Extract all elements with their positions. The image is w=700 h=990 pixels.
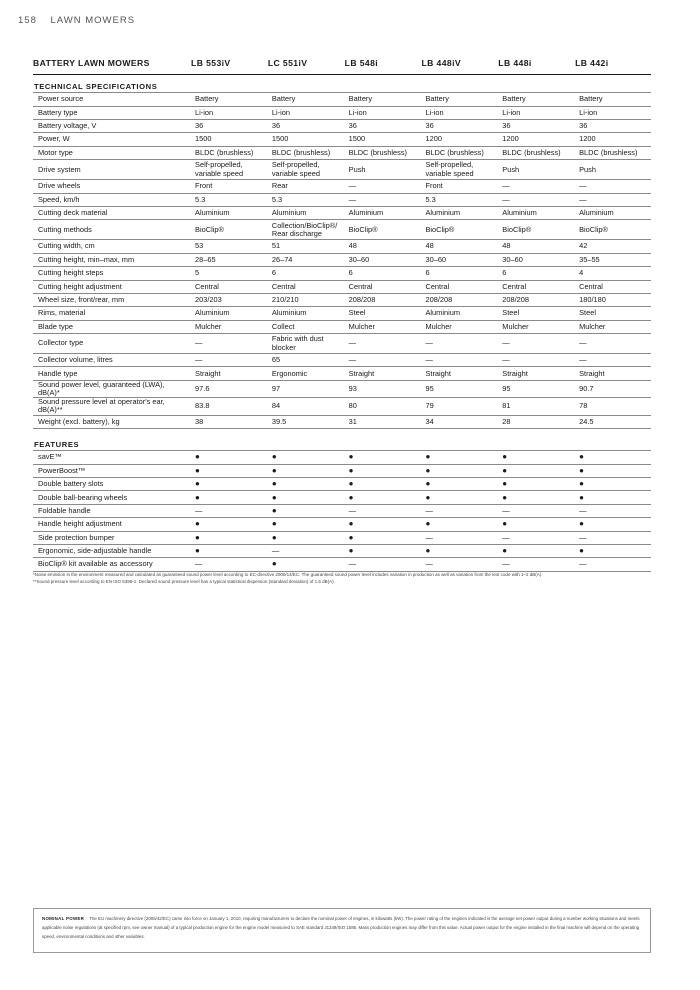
table-cell: Push (497, 160, 574, 180)
table-cell: Aluminium (190, 206, 267, 219)
feature-dot-icon: ● (574, 478, 651, 491)
table-cell: — (497, 180, 574, 193)
row-label: Wheel size, front/rear, mm (33, 293, 190, 306)
table-cell: — (344, 558, 421, 571)
table-cell: 36 (344, 119, 421, 132)
footnotes (33, 571, 651, 585)
row-label: Cutting height adjustment (33, 280, 190, 293)
row-label: Double ball-bearing wheels (33, 491, 190, 504)
table-row (33, 253, 651, 266)
table-cell: Mulcher (497, 320, 574, 333)
table-row (33, 119, 651, 132)
row-label: Cutting height steps (33, 267, 190, 280)
table-cell: 36 (574, 119, 651, 132)
table-cell: Battery (344, 93, 421, 106)
table-row (33, 93, 651, 106)
table-cell: Battery (267, 93, 344, 106)
table-cell: 36 (190, 119, 267, 132)
feature-dot-icon: ● (344, 531, 421, 544)
table-cell: Li-ion (497, 106, 574, 119)
table-cell: Straight (190, 367, 267, 380)
table-row (33, 531, 651, 544)
row-label: Collector volume, litres (33, 354, 190, 367)
feature-dot-icon: ● (190, 544, 267, 557)
table-cell: 208/208 (344, 293, 421, 306)
section-title: FEATURES (33, 429, 651, 451)
feature-dot-icon: ● (420, 478, 497, 491)
feature-dot-icon: ● (497, 464, 574, 477)
row-label: Motor type (33, 146, 190, 159)
page-number: 158 (18, 15, 37, 26)
table-cell: Straight (574, 367, 651, 380)
info-box-text: The EU machinery directive (2006/42/EC) came into force on January 1, 2010, requiring manufacturers to declare the nominal power of engines, in kilowatts (kW). The power rating of the engines indicated is the average net power output during a number working situations and meets applicable noise regulations (at specified rpm, see owner manual) of a typical production engine for the engine model measured to SAE standard J1349/ISO 1585. Mass production engines may differ from this value. Actual power output for the engine installed in the final machine will depend on the operating speed, environmental conditions and other variables. (42, 916, 640, 939)
table-cell: 24.5 (574, 415, 651, 428)
table-row (33, 504, 651, 517)
table-cell: 48 (344, 240, 421, 253)
table-cell: — (190, 558, 267, 571)
table-row (33, 478, 651, 491)
table-cell: Mulcher (190, 320, 267, 333)
table-cell: 6 (344, 267, 421, 280)
feature-dot-icon: ● (190, 478, 267, 491)
feature-dot-icon: ● (497, 518, 574, 531)
table-cell: 180/180 (574, 293, 651, 306)
table-row (33, 133, 651, 146)
table-cell: 5.3 (420, 193, 497, 206)
table-row (33, 240, 651, 253)
table-cell: 79 (420, 398, 497, 415)
table-row (33, 451, 651, 464)
table-cell: 210/210 (267, 293, 344, 306)
table-cell: Aluminium (497, 206, 574, 219)
table-row (33, 464, 651, 477)
table-cell: Push (344, 160, 421, 180)
table-cell: 53 (190, 240, 267, 253)
table-cell: 203/203 (190, 293, 267, 306)
spec-table (33, 56, 651, 572)
table-row (33, 334, 651, 354)
feature-dot-icon: ● (497, 478, 574, 491)
table-cell: — (344, 354, 421, 367)
model-header: LB 553iV (190, 56, 267, 75)
table-cell: Front (190, 180, 267, 193)
table-cell: 97 (267, 380, 344, 397)
table-cell: — (344, 193, 421, 206)
table-cell: 28 (497, 415, 574, 428)
table-cell: BLDC (brushless) (574, 146, 651, 159)
row-label: BioClip® kit available as accessory (33, 558, 190, 571)
row-label: Rims, material (33, 307, 190, 320)
feature-dot-icon: ● (497, 451, 574, 464)
table-cell: Central (344, 280, 421, 293)
page-header (18, 15, 135, 26)
row-label: Drive wheels (33, 180, 190, 193)
table-cell: — (574, 334, 651, 354)
row-label: Drive system (33, 160, 190, 180)
table-cell: 36 (267, 119, 344, 132)
table-cell: Aluminium (574, 206, 651, 219)
table-cell: Central (420, 280, 497, 293)
feature-dot-icon: ● (574, 464, 651, 477)
table-cell: — (574, 180, 651, 193)
table-cell: — (497, 193, 574, 206)
table-cell: — (574, 558, 651, 571)
feature-dot-icon: ● (574, 518, 651, 531)
table-row (33, 293, 651, 306)
feature-dot-icon: ● (190, 451, 267, 464)
table-cell: Central (190, 280, 267, 293)
table-cell: 26–74 (267, 253, 344, 266)
table-row (33, 398, 651, 415)
table-cell: 93 (344, 380, 421, 397)
table-cell: 97.6 (190, 380, 267, 397)
row-label: Cutting deck material (33, 206, 190, 219)
table-cell: Li-ion (190, 106, 267, 119)
table-cell: Li-ion (267, 106, 344, 119)
table-cell: — (344, 334, 421, 354)
feature-dot-icon: ● (344, 478, 421, 491)
table-cell: 5.3 (267, 193, 344, 206)
table-cell: 5 (190, 267, 267, 280)
table-cell: Battery (497, 93, 574, 106)
row-label: Handle height adjustment (33, 518, 190, 531)
info-box-title: NOMINAL POWER (42, 916, 85, 921)
row-label: savE™ (33, 451, 190, 464)
table-cell: BioClip® (344, 220, 421, 240)
table-cell: Collect (267, 320, 344, 333)
table-cell: — (497, 354, 574, 367)
table-row (33, 354, 651, 367)
table-cell: 1500 (344, 133, 421, 146)
table-cell: Fabric with dust blocker (267, 334, 344, 354)
table-cell: — (420, 558, 497, 571)
feature-dot-icon: ● (574, 491, 651, 504)
table-cell: — (420, 504, 497, 517)
table-cell: Ergonomic (267, 367, 344, 380)
table-cell: 95 (420, 380, 497, 397)
feature-dot-icon: ● (420, 518, 497, 531)
table-cell: 36 (420, 119, 497, 132)
table-cell: — (267, 544, 344, 557)
table-cell: Self-propelled, variable speed (267, 160, 344, 180)
table-cell: 48 (497, 240, 574, 253)
table-cell: 1200 (574, 133, 651, 146)
row-label: Battery voltage, V (33, 119, 190, 132)
feature-dot-icon: ● (574, 544, 651, 557)
feature-dot-icon: ● (267, 464, 344, 477)
table-cell: Battery (190, 93, 267, 106)
table-cell: Aluminium (344, 206, 421, 219)
table-cell: Straight (497, 367, 574, 380)
table-cell: — (497, 334, 574, 354)
table-cell: 6 (267, 267, 344, 280)
table-cell: 5.3 (190, 193, 267, 206)
table-cell: 38 (190, 415, 267, 428)
table-cell: Mulcher (420, 320, 497, 333)
table-cell: 30–60 (344, 253, 421, 266)
table-row (33, 380, 651, 397)
model-header: LB 448iV (420, 56, 497, 75)
model-header: LB 448i (497, 56, 574, 75)
table-cell: Li-ion (344, 106, 421, 119)
table-row (33, 280, 651, 293)
table-cell: Li-ion (420, 106, 497, 119)
table-header-row (33, 56, 651, 75)
table-cell: 81 (497, 398, 574, 415)
table-cell: 95 (497, 380, 574, 397)
model-header: LB 442i (574, 56, 651, 75)
feature-dot-icon: ● (344, 544, 421, 557)
table-body (33, 75, 651, 572)
table-cell: — (344, 180, 421, 193)
table-cell: 84 (267, 398, 344, 415)
table-row (33, 267, 651, 280)
table-cell: 208/208 (497, 293, 574, 306)
table-row (33, 146, 651, 159)
table-row (33, 180, 651, 193)
feature-dot-icon: ● (190, 464, 267, 477)
table-cell: BioClip® (497, 220, 574, 240)
feature-dot-icon: ● (497, 544, 574, 557)
table-cell: — (574, 504, 651, 517)
table-cell: BioClip® (574, 220, 651, 240)
table-cell: Central (574, 280, 651, 293)
table-cell: 36 (497, 119, 574, 132)
table-cell: 1200 (497, 133, 574, 146)
row-label: Cutting width, cm (33, 240, 190, 253)
table-cell: 90.7 (574, 380, 651, 397)
table-cell: Steel (344, 307, 421, 320)
section-title: TECHNICAL SPECIFICATIONS (33, 75, 651, 93)
table-cell: Mulcher (574, 320, 651, 333)
feature-dot-icon: ● (420, 451, 497, 464)
feature-dot-icon: ● (420, 491, 497, 504)
feature-dot-icon: ● (190, 531, 267, 544)
feature-dot-icon: ● (267, 531, 344, 544)
table-cell: — (497, 504, 574, 517)
table-row (33, 220, 651, 240)
table-row (33, 415, 651, 428)
row-label: Sound pressure level at operator's ear, dB(A)** (33, 398, 190, 415)
table-cell: Aluminium (420, 206, 497, 219)
table-cell: — (420, 334, 497, 354)
table-cell: Self-propelled, variable speed (190, 160, 267, 180)
table-cell: 6 (420, 267, 497, 280)
table-cell: — (420, 354, 497, 367)
table-row (33, 307, 651, 320)
feature-dot-icon: ● (190, 518, 267, 531)
table-cell: Central (267, 280, 344, 293)
table-cell: BLDC (brushless) (267, 146, 344, 159)
feature-dot-icon: ● (497, 491, 574, 504)
table-cell: Li-ion (574, 106, 651, 119)
model-header: LC 551iV (267, 56, 344, 75)
table-row (33, 106, 651, 119)
row-label: Sound power level, guaranteed (LWA), dB(A)* (33, 380, 190, 397)
table-row (33, 320, 651, 333)
table-cell: — (574, 354, 651, 367)
footnote: *Noise emission in the environment measured and calculated as guaranteed sound power level according to EC-directive 2000/14/EC. The guaranteed sound power level includes variation in production as well as variation from the test code with 1–2 dB(A). (33, 572, 543, 577)
table-cell: 35–55 (574, 253, 651, 266)
feature-dot-icon: ● (267, 518, 344, 531)
feature-dot-icon: ● (344, 491, 421, 504)
table-cell: 1200 (420, 133, 497, 146)
feature-dot-icon: ● (267, 558, 344, 571)
table-cell: Rear (267, 180, 344, 193)
feature-dot-icon: ● (574, 451, 651, 464)
row-label: Blade type (33, 320, 190, 333)
table-cell: 30–60 (420, 253, 497, 266)
table-cell: BLDC (brushless) (497, 146, 574, 159)
table-cell: 42 (574, 240, 651, 253)
row-label: Side protection bumper (33, 531, 190, 544)
row-label: Power, W (33, 133, 190, 146)
feature-dot-icon: ● (267, 451, 344, 464)
table-cell: Aluminium (267, 307, 344, 320)
table-cell: 39.5 (267, 415, 344, 428)
table-cell: Mulcher (344, 320, 421, 333)
table-cell: Straight (420, 367, 497, 380)
row-label: PowerBoost™ (33, 464, 190, 477)
table-cell: BioClip® (190, 220, 267, 240)
feature-dot-icon: ● (267, 478, 344, 491)
table-cell: Central (497, 280, 574, 293)
table-cell: Steel (574, 307, 651, 320)
table-cell: 78 (574, 398, 651, 415)
table-row (33, 558, 651, 571)
section-header-row (33, 75, 651, 93)
section-header-row (33, 429, 651, 451)
table-title: BATTERY LAWN MOWERS (33, 56, 190, 75)
table-cell: 31 (344, 415, 421, 428)
table-cell: 65 (267, 354, 344, 367)
table-cell: 34 (420, 415, 497, 428)
row-label: Double battery slots (33, 478, 190, 491)
table-row (33, 193, 651, 206)
table-cell: BLDC (brushless) (190, 146, 267, 159)
table-row (33, 160, 651, 180)
table-row (33, 544, 651, 557)
table-cell: Collection/BioClip®/ Rear discharge (267, 220, 344, 240)
table-cell: Push (574, 160, 651, 180)
feature-dot-icon: ● (344, 451, 421, 464)
table-cell: 1500 (267, 133, 344, 146)
model-header: LB 548i (344, 56, 421, 75)
row-label: Handle type (33, 367, 190, 380)
table-cell: 51 (267, 240, 344, 253)
table-cell: 83.8 (190, 398, 267, 415)
footnote: **Sound pressure level according to EN ISO 5395-1. Declared sound pressure level has a typical statistical dispersion (standard deviation) of 1.5 dB(A). (33, 579, 335, 584)
table-cell: Front (420, 180, 497, 193)
row-label: Power source (33, 93, 190, 106)
feature-dot-icon: ● (420, 544, 497, 557)
table-row (33, 206, 651, 219)
table-cell: 48 (420, 240, 497, 253)
row-label: Cutting height, min–max, mm (33, 253, 190, 266)
table-cell: BLDC (brushless) (344, 146, 421, 159)
feature-dot-icon: ● (267, 491, 344, 504)
table-cell: — (420, 531, 497, 544)
table-cell: — (574, 531, 651, 544)
table-cell: BioClip® (420, 220, 497, 240)
table-cell: — (344, 504, 421, 517)
feature-dot-icon: ● (267, 504, 344, 517)
table-cell: Aluminium (267, 206, 344, 219)
table-cell: 208/208 (420, 293, 497, 306)
nominal-power-info-box (33, 908, 651, 953)
table-cell: Self-propelled, variable speed (420, 160, 497, 180)
table-cell: — (190, 354, 267, 367)
table-cell: — (497, 531, 574, 544)
row-label: Ergonomic, side-adjustable handle (33, 544, 190, 557)
table-cell: — (190, 334, 267, 354)
table-cell: — (190, 504, 267, 517)
table-row (33, 491, 651, 504)
feature-dot-icon: ● (190, 491, 267, 504)
table-cell: Steel (497, 307, 574, 320)
table-cell: Aluminium (190, 307, 267, 320)
table-cell: — (574, 193, 651, 206)
table-cell: BLDC (brushless) (420, 146, 497, 159)
table-row (33, 518, 651, 531)
table-cell: 80 (344, 398, 421, 415)
table-cell: Aluminium (420, 307, 497, 320)
table-cell: 4 (574, 267, 651, 280)
feature-dot-icon: ● (344, 464, 421, 477)
row-label: Speed, km/h (33, 193, 190, 206)
table-cell: Battery (420, 93, 497, 106)
feature-dot-icon: ● (420, 464, 497, 477)
row-label: Battery type (33, 106, 190, 119)
table-cell: — (497, 558, 574, 571)
table-cell: 6 (497, 267, 574, 280)
table-row (33, 367, 651, 380)
table-cell: 30–60 (497, 253, 574, 266)
section-title: LAWN MOWERS (50, 15, 136, 26)
table-cell: 28–65 (190, 253, 267, 266)
table-cell: 1500 (190, 133, 267, 146)
table-cell: Battery (574, 93, 651, 106)
row-label: Collector type (33, 334, 190, 354)
feature-dot-icon: ● (344, 518, 421, 531)
row-label: Foldable handle (33, 504, 190, 517)
table-cell: Straight (344, 367, 421, 380)
row-label: Cutting methods (33, 220, 190, 240)
row-label: Weight (excl. battery), kg (33, 415, 190, 428)
